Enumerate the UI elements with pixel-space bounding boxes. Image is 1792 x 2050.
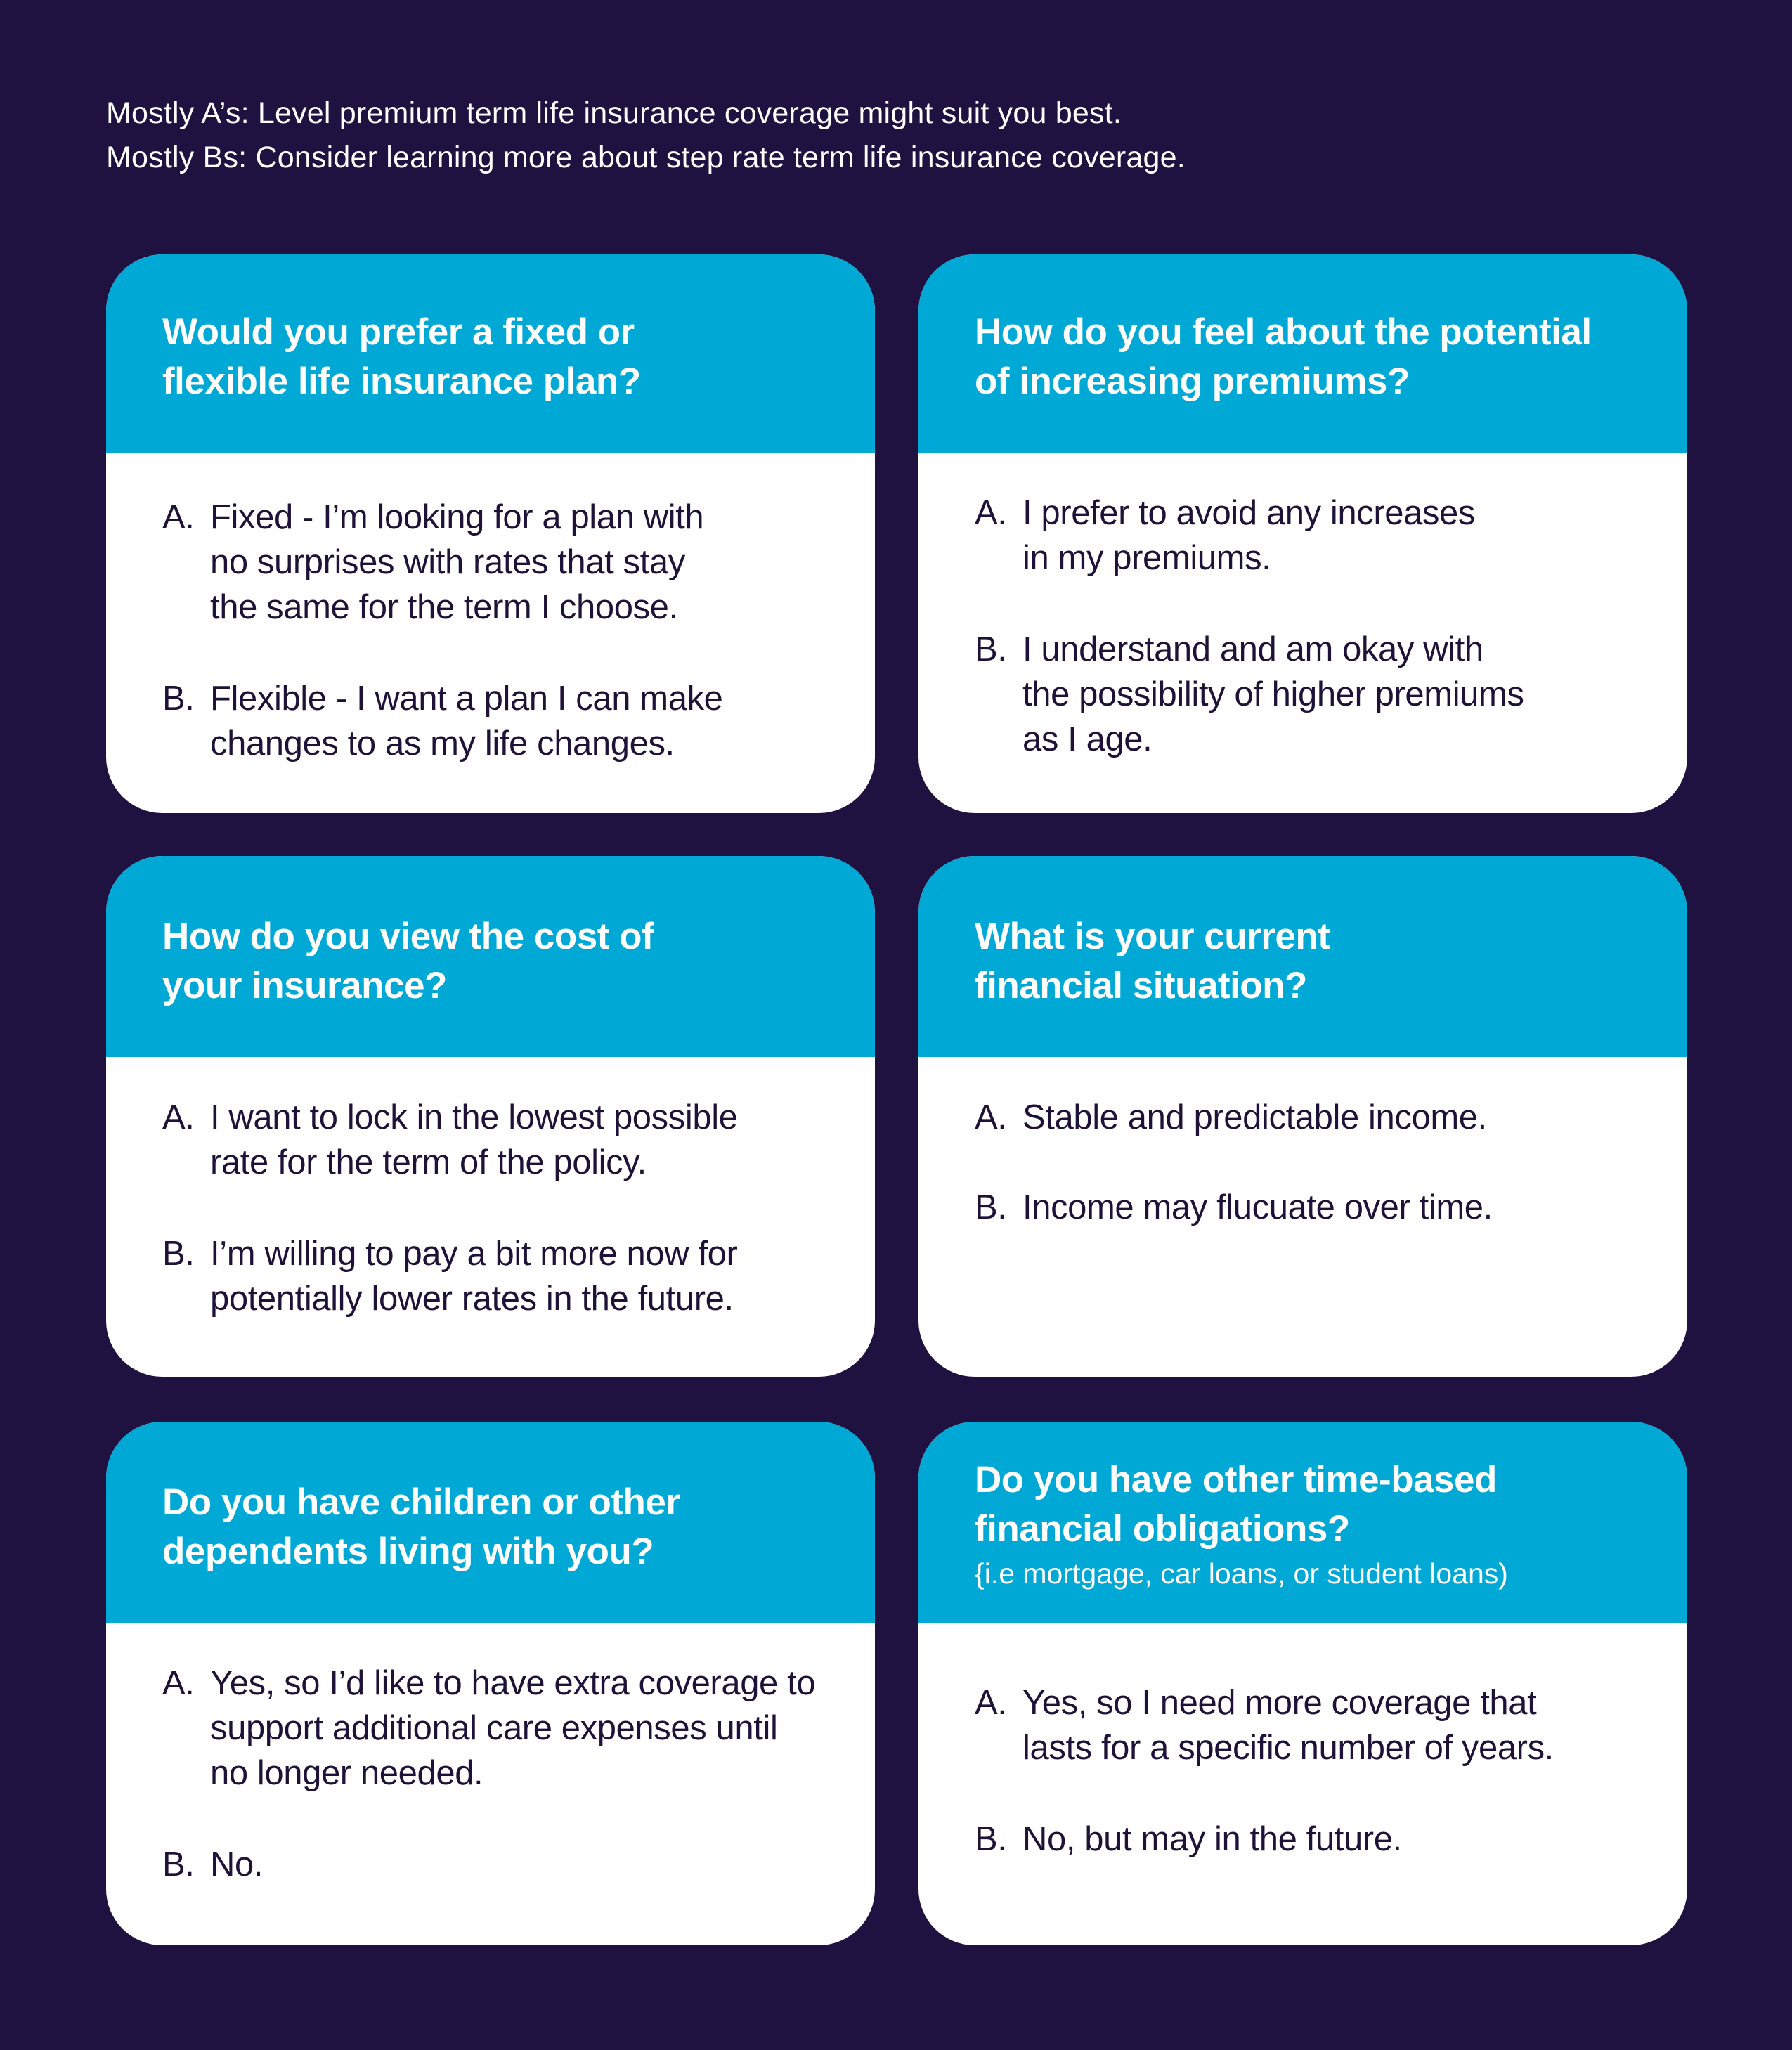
option-a: A. Fixed - I’m looking for a plan with no surprises with rates that stay the same for the term I choose. — [162, 495, 819, 630]
option-letter: B. — [162, 1845, 195, 1883]
question-text: How do you feel about the potential of increasing premiums? — [975, 311, 1592, 402]
option-b: B. I’m willing to pay a bit more now for potentially lower rates in the future. — [162, 1231, 819, 1321]
answer-options — [106, 1623, 875, 1887]
question-header — [918, 254, 1687, 453]
question-text: Would you prefer a fixed or flexible life insurance plan? — [162, 311, 641, 402]
option-b: B. I understand and am okay with the possibility of higher premiums as I age. — [975, 627, 1631, 762]
answer-options — [918, 1057, 1687, 1230]
option-a: A. I prefer to avoid any increases in my premiums. — [975, 491, 1631, 580]
question-header — [918, 1422, 1687, 1623]
question-card-dependents — [106, 1422, 875, 1945]
question-text: Do you have children or other dependents living with you? — [162, 1481, 680, 1572]
question-card-plan-type — [106, 254, 875, 813]
answer-options — [918, 453, 1687, 762]
option-letter: A. — [162, 1664, 195, 1702]
option-b: B. No, but may in the future. — [975, 1817, 1631, 1862]
option-a: A. I want to lock in the lowest possible rate for the term of the policy. — [162, 1095, 819, 1185]
legend — [106, 91, 1186, 180]
question-header — [106, 254, 875, 453]
question-card-financial-situation — [918, 856, 1687, 1377]
question-text: How do you view the cost of your insurance? — [162, 916, 654, 1006]
question-header — [106, 856, 875, 1057]
question-text: What is your current financial situation? — [975, 916, 1330, 1006]
option-b: B. Flexible - I want a plan I can make changes to as my life changes. — [162, 676, 819, 766]
option-a: A. Stable and predictable income. — [975, 1095, 1631, 1140]
option-letter: A. — [975, 1684, 1007, 1722]
legend-line-a: Mostly A’s: Level premium term life insurance coverage might suit you best. — [106, 96, 1122, 130]
question-card-time-based-obligations — [918, 1422, 1687, 1945]
answer-options — [106, 453, 875, 766]
option-letter: B. — [975, 630, 1007, 668]
answer-options — [918, 1623, 1687, 1862]
legend-line-b: Mostly Bs: Consider learning more about step rate term life insurance coverage. — [106, 141, 1186, 174]
option-letter: A. — [975, 1098, 1007, 1136]
option-letter: A. — [975, 494, 1007, 532]
option-letter: A. — [162, 1098, 195, 1136]
answer-options — [106, 1057, 875, 1321]
option-a: A. Yes, so I need more coverage that lasts for a specific number of years. — [975, 1680, 1631, 1770]
question-card-premiums — [918, 254, 1687, 813]
option-letter: B. — [975, 1188, 1007, 1226]
option-b: B. Income may flucuate over time. — [975, 1185, 1631, 1230]
option-letter: B. — [975, 1820, 1007, 1858]
option-a: A. Yes, so I’d like to have extra coverage to support additional care expenses until no longer needed. — [162, 1661, 819, 1796]
question-card-cost — [106, 856, 875, 1377]
option-b: B. No. — [162, 1842, 819, 1887]
question-header — [918, 856, 1687, 1057]
question-header — [106, 1422, 875, 1623]
question-text: Do you have other time-based financial obligations? — [975, 1459, 1497, 1550]
option-letter: B. — [162, 680, 195, 718]
question-subnote: {i.e mortgage, car loans, or student loans) — [975, 1557, 1508, 1590]
option-letter: A. — [162, 498, 195, 536]
option-letter: B. — [162, 1235, 195, 1273]
